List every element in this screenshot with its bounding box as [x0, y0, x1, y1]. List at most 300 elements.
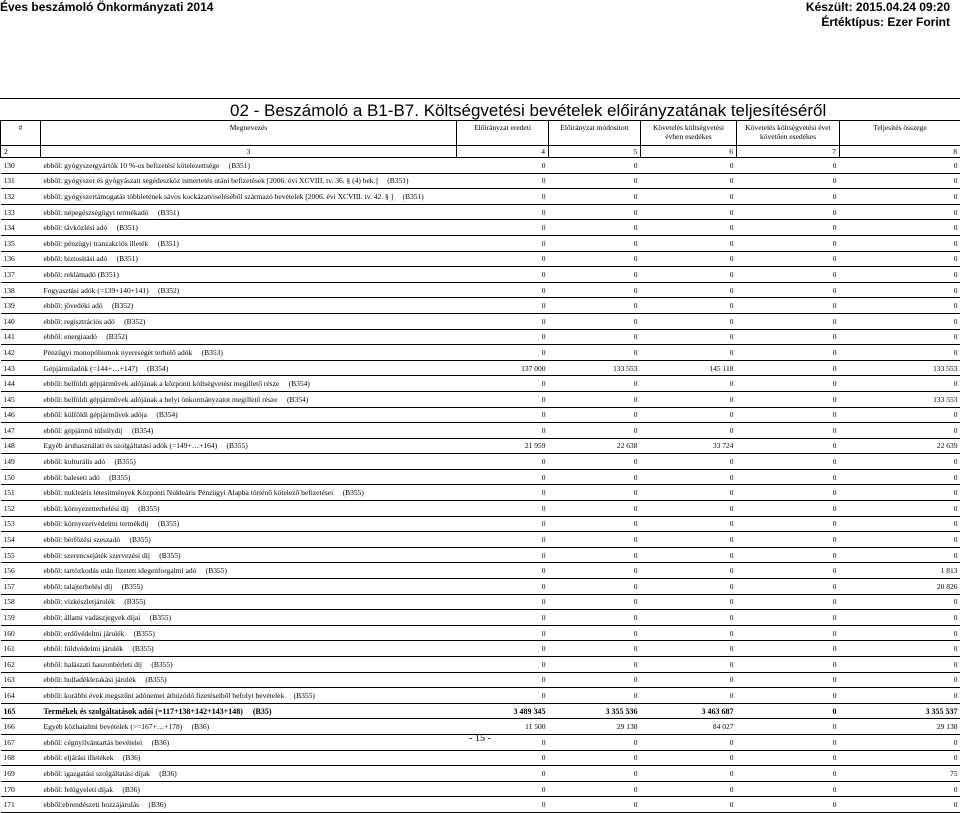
row-value: 0	[840, 220, 960, 236]
colnum-2: 2	[1, 146, 41, 158]
row-value: 0	[549, 329, 641, 345]
row-value: 0	[840, 423, 960, 439]
row-name: ebből: baleseti adó (B355)	[41, 469, 457, 485]
row-name: ebből: eljárási illetékek (B36)	[41, 750, 457, 766]
row-value: 0	[737, 485, 840, 501]
row-name: ebből: jövedéki adó (B352)	[41, 298, 457, 314]
row-value: 133 553	[549, 360, 641, 376]
row-value: 0	[737, 516, 840, 532]
row-value: 0	[737, 360, 840, 376]
page-number: - 15 -	[0, 733, 960, 744]
row-value: 0	[737, 734, 840, 750]
row-value: 0	[549, 407, 641, 423]
row-name: ebből: népegészségügyi termékadó (B351)	[41, 204, 457, 220]
row-number: 147	[1, 423, 41, 439]
row-name: ebből: halászati haszonbérleti díj (B355)	[41, 657, 457, 673]
colnum-7: 7	[737, 146, 840, 158]
row-name: ebből: belföldi gépjárművek adójának a központi költségvetést megillető része (B354)	[41, 376, 457, 392]
table-body	[1, 158, 960, 813]
row-value: 0	[737, 158, 840, 174]
row-value: 33 724	[641, 438, 737, 454]
row-value: 0	[549, 797, 641, 813]
row-value: 0	[641, 734, 737, 750]
table-row	[1, 688, 960, 704]
row-name: Pénzügyi monopóliumok nyereségét terhelő adók (B353)	[41, 345, 457, 361]
row-value: 0	[737, 173, 840, 189]
row-value: 0	[549, 766, 641, 782]
row-value: 0	[840, 610, 960, 626]
table-row	[1, 282, 960, 298]
row-value: 0	[457, 298, 549, 314]
row-value: 0	[641, 391, 737, 407]
row-name: ebből: igazgatási szolgáltatási díjak (B36)	[41, 766, 457, 782]
table-row	[1, 485, 960, 501]
row-value: 0	[737, 657, 840, 673]
page-title: 02 - Beszámoló a B1-B7. Költségvetési bevételek előirányzatának teljesítéséről	[230, 101, 826, 121]
row-name: ebből: hulladéklerakási járulék (B355)	[41, 672, 457, 688]
row-number: 135	[1, 235, 41, 251]
row-number: 160	[1, 625, 41, 641]
row-value: 0	[840, 485, 960, 501]
col-mod: Előirányzat módosított	[549, 121, 641, 146]
row-value: 3 489 345	[457, 703, 549, 719]
col-hash: #	[1, 121, 41, 146]
table-row	[1, 329, 960, 345]
row-value: 0	[641, 282, 737, 298]
row-value: 0	[641, 563, 737, 579]
row-value: 0	[737, 423, 840, 439]
row-value: 145 118	[641, 360, 737, 376]
row-value: 0	[737, 688, 840, 704]
row-number: 142	[1, 345, 41, 361]
row-value: 0	[737, 703, 840, 719]
row-number: 133	[1, 204, 41, 220]
row-value: 0	[737, 220, 840, 236]
row-value: 133 553	[840, 391, 960, 407]
row-value: 0	[737, 547, 840, 563]
row-number: 162	[1, 657, 41, 673]
row-value: 0	[840, 329, 960, 345]
row-value: 0	[641, 610, 737, 626]
row-number: 150	[1, 469, 41, 485]
table-row	[1, 235, 960, 251]
row-name: ebből: felügyeleti díjak (B36)	[41, 781, 457, 797]
row-number: 154	[1, 532, 41, 548]
row-value: 0	[840, 407, 960, 423]
row-value: 21 959	[457, 438, 549, 454]
row-value: 0	[641, 579, 737, 595]
row-value: 0	[457, 750, 549, 766]
report-name: Éves beszámoló Önkormányzati 2014	[0, 0, 213, 14]
report-meta	[806, 0, 950, 30]
row-value: 0	[840, 734, 960, 750]
row-value: 0	[737, 579, 840, 595]
row-name: ebből: cégnyilvántartás bevételei (B36)	[41, 734, 457, 750]
row-name: Egyéb közhatalmi bevételek (>=167+…+178) (B36)	[41, 719, 457, 735]
row-value: 0	[549, 657, 641, 673]
row-name: ebből: állami vadászjegyek díjai (B355)	[41, 610, 457, 626]
row-number: 141	[1, 329, 41, 345]
row-value: 0	[641, 345, 737, 361]
row-name: ebből: környezetvédelmi termékdíj (B355)	[41, 516, 457, 532]
row-value: 0	[549, 251, 641, 267]
row-value: 0	[737, 235, 840, 251]
row-value: 0	[549, 282, 641, 298]
row-name: ebből: belföldi gépjárművek adójának a helyi önkormányzatot megillető része (B354)	[41, 391, 457, 407]
row-value: 0	[737, 376, 840, 392]
row-value: 0	[641, 251, 737, 267]
row-value: 0	[641, 501, 737, 517]
table-row	[1, 360, 960, 376]
col-name: Megnevezés	[41, 121, 457, 146]
row-value: 0	[549, 267, 641, 283]
row-value: 0	[737, 345, 840, 361]
row-value: 0	[737, 797, 840, 813]
row-value: 11 500	[457, 719, 549, 735]
row-number: 167	[1, 734, 41, 750]
row-number: 144	[1, 376, 41, 392]
row-value: 0	[641, 625, 737, 641]
row-value: 0	[549, 672, 641, 688]
colnum-3: 3	[41, 146, 457, 158]
row-name: ebből: gépjármű túlsúlydíj (B354)	[41, 423, 457, 439]
row-value: 0	[737, 625, 840, 641]
row-value: 0	[457, 220, 549, 236]
row-value: 0	[641, 641, 737, 657]
row-value: 0	[737, 750, 840, 766]
row-value: 0	[457, 485, 549, 501]
row-value: 0	[641, 781, 737, 797]
table-row	[1, 547, 960, 563]
row-value: 0	[641, 173, 737, 189]
table-row	[1, 345, 960, 361]
row-value: 29 138	[840, 719, 960, 735]
row-value: 0	[737, 766, 840, 782]
row-value: 0	[549, 391, 641, 407]
table-row	[1, 189, 960, 205]
row-value: 0	[840, 532, 960, 548]
row-value: 0	[549, 688, 641, 704]
row-value: 0	[641, 672, 737, 688]
row-value: 0	[641, 657, 737, 673]
row-value: 0	[641, 204, 737, 220]
row-value: 0	[737, 298, 840, 314]
row-value: 0	[457, 672, 549, 688]
row-number: 152	[1, 501, 41, 517]
row-name: ebből: regisztrációs adó (B352)	[41, 313, 457, 329]
row-name: ebből: külföldi gépjárművek adója (B354)	[41, 407, 457, 423]
row-number: 168	[1, 750, 41, 766]
row-value: 0	[549, 734, 641, 750]
row-value: 0	[457, 282, 549, 298]
row-value: 0	[840, 516, 960, 532]
col-due-year: Követelés költségvetési évben esedékes	[641, 121, 737, 146]
row-value: 0	[549, 235, 641, 251]
table-row	[1, 158, 960, 174]
row-value: 0	[840, 625, 960, 641]
row-value: 0	[549, 298, 641, 314]
row-value: 0	[840, 345, 960, 361]
table-row	[1, 501, 960, 517]
row-value: 0	[549, 189, 641, 205]
table-row	[1, 532, 960, 548]
row-value: 0	[840, 750, 960, 766]
row-value: 0	[737, 391, 840, 407]
row-number: 166	[1, 719, 41, 735]
table-row	[1, 766, 960, 782]
row-value: 0	[457, 734, 549, 750]
row-value: 0	[641, 329, 737, 345]
row-name: Termékek és szolgáltatások adói (=117+138+142+143+148) (B35)	[41, 703, 457, 719]
row-value: 0	[641, 485, 737, 501]
row-value: 0	[840, 547, 960, 563]
row-name: Egyéb áruhasználati és szolgáltatási adók (=149+…+164) (B355)	[41, 438, 457, 454]
row-value: 0	[549, 376, 641, 392]
row-value: 0	[457, 688, 549, 704]
row-name: ebből: biztosítási adó (B351)	[41, 251, 457, 267]
table-row	[1, 641, 960, 657]
row-value: 0	[457, 313, 549, 329]
row-value: 0	[641, 158, 737, 174]
table-row	[1, 423, 960, 439]
row-value: 0	[840, 298, 960, 314]
row-value: 0	[457, 267, 549, 283]
row-value: 0	[549, 563, 641, 579]
row-value: 0	[840, 688, 960, 704]
table-row	[1, 438, 960, 454]
row-name: ebből: környezetterhelési díj (B355)	[41, 501, 457, 517]
row-value: 0	[549, 158, 641, 174]
row-value: 0	[549, 781, 641, 797]
row-value: 1 813	[840, 563, 960, 579]
row-value: 0	[457, 516, 549, 532]
row-value: 0	[641, 423, 737, 439]
table-row	[1, 750, 960, 766]
row-value: 0	[457, 329, 549, 345]
row-value: 0	[737, 282, 840, 298]
row-name: ebből: gyógyszergyártók 10 %-os befizetési kötelezettsége (B351)	[41, 158, 457, 174]
table-row	[1, 173, 960, 189]
row-number: 138	[1, 282, 41, 298]
table-row	[1, 594, 960, 610]
row-value: 84 027	[641, 719, 737, 735]
row-value: 0	[737, 672, 840, 688]
row-value: 0	[549, 220, 641, 236]
row-value: 0	[457, 610, 549, 626]
table-row	[1, 376, 960, 392]
table-row	[1, 313, 960, 329]
row-value: 0	[457, 781, 549, 797]
row-value: 0	[457, 423, 549, 439]
row-number: 156	[1, 563, 41, 579]
row-value: 0	[737, 407, 840, 423]
row-value: 0	[737, 329, 840, 345]
row-name: ebből: gyógyszer és gyógyászati segédeszköz ismertetés utáni befizetések [2006. évi XCVIII. tv. 36. § (4) bek.] (B351)	[41, 173, 457, 189]
row-number: 170	[1, 781, 41, 797]
row-value: 0	[457, 173, 549, 189]
row-value: 0	[457, 766, 549, 782]
row-value: 0	[737, 189, 840, 205]
row-number: 139	[1, 298, 41, 314]
row-name: ebből: korábbi évek megszűnt adónemei áthúzódó fizetéseiből befolyt bevételek (B355)	[41, 688, 457, 704]
row-number: 161	[1, 641, 41, 657]
row-value: 75	[840, 766, 960, 782]
row-value: 0	[549, 641, 641, 657]
table-row	[1, 204, 960, 220]
colnum-8: 8	[840, 146, 960, 158]
row-value: 0	[641, 376, 737, 392]
row-value: 0	[737, 267, 840, 283]
table-row	[1, 407, 960, 423]
row-value: 0	[549, 423, 641, 439]
row-number: 149	[1, 454, 41, 470]
colnum-4: 4	[457, 146, 549, 158]
row-value: 0	[457, 391, 549, 407]
row-value: 0	[840, 469, 960, 485]
row-name: ebből: talajterhelési díj (B355)	[41, 579, 457, 595]
row-number: 159	[1, 610, 41, 626]
row-number: 131	[1, 173, 41, 189]
row-value: 0	[641, 797, 737, 813]
row-value: 0	[549, 454, 641, 470]
row-value: 0	[549, 547, 641, 563]
row-number: 145	[1, 391, 41, 407]
row-value: 0	[641, 454, 737, 470]
table-row	[1, 672, 960, 688]
row-value: 0	[737, 563, 840, 579]
row-value: 0	[840, 204, 960, 220]
row-value: 29 138	[549, 719, 641, 735]
row-number: 158	[1, 594, 41, 610]
row-value: 0	[641, 298, 737, 314]
row-value: 22 639	[840, 438, 960, 454]
row-value: 0	[549, 485, 641, 501]
row-value: 0	[737, 781, 840, 797]
row-number: 153	[1, 516, 41, 532]
row-value: 0	[641, 766, 737, 782]
table-row	[1, 251, 960, 267]
row-number: 157	[1, 579, 41, 595]
colnum-5: 5	[549, 146, 641, 158]
row-value: 0	[457, 594, 549, 610]
row-value: 3 355 537	[840, 703, 960, 719]
row-value: 0	[457, 469, 549, 485]
row-value: 137 000	[457, 360, 549, 376]
table-row	[1, 391, 960, 407]
table-row	[1, 797, 960, 813]
row-name: ebből: kulturális adó (B355)	[41, 454, 457, 470]
row-value: 20 826	[840, 579, 960, 595]
table-row	[1, 625, 960, 641]
row-name: ebből: bérfőzési szeszadó (B355)	[41, 532, 457, 548]
row-value: 0	[457, 625, 549, 641]
row-number: 163	[1, 672, 41, 688]
row-value: 0	[840, 376, 960, 392]
row-value: 0	[840, 594, 960, 610]
row-number: 169	[1, 766, 41, 782]
row-name: ebből: gyógyszertámogatás többletének sávos kockázatviseléséből származó bevételek [2006. évi XCVIII. tv. 42. § ] (B351)	[41, 189, 457, 205]
table-row	[1, 579, 960, 595]
row-number: 146	[1, 407, 41, 423]
row-number: 134	[1, 220, 41, 236]
row-value: 0	[641, 189, 737, 205]
row-value: 0	[840, 173, 960, 189]
row-value: 0	[840, 501, 960, 517]
table-row	[1, 563, 960, 579]
row-value: 0	[737, 719, 840, 735]
row-name: ebből: tartózkodás után fizetett idegenforgalmi adó (B355)	[41, 563, 457, 579]
row-value: 0	[641, 547, 737, 563]
row-value: 0	[641, 594, 737, 610]
row-value: 0	[840, 235, 960, 251]
row-name: ebből: távközlési adó (B351)	[41, 220, 457, 236]
table-row	[1, 703, 960, 719]
row-value: 0	[457, 189, 549, 205]
table-row	[1, 220, 960, 236]
row-value: 0	[549, 501, 641, 517]
row-value: 0	[641, 532, 737, 548]
row-value: 0	[737, 251, 840, 267]
row-value: 0	[737, 610, 840, 626]
table-row	[1, 469, 960, 485]
row-value: 0	[641, 750, 737, 766]
row-value: 0	[457, 563, 549, 579]
row-value: 0	[737, 454, 840, 470]
row-value: 0	[641, 469, 737, 485]
row-value: 0	[840, 797, 960, 813]
revenue-table	[0, 120, 960, 813]
row-value: 0	[737, 501, 840, 517]
row-value: 0	[457, 235, 549, 251]
row-value: 0	[457, 251, 549, 267]
row-number: 137	[1, 267, 41, 283]
row-value: 0	[840, 189, 960, 205]
row-value: 0	[840, 781, 960, 797]
row-name: ebből: erdővédelmi járulék (B355)	[41, 625, 457, 641]
row-value: 0	[457, 345, 549, 361]
row-value: 0	[840, 313, 960, 329]
value-type: Értéktípus: Ezer Forint	[806, 15, 950, 30]
row-name: ebből: reklámadó (B351)	[41, 267, 457, 283]
table-row	[1, 610, 960, 626]
col-due-after: Követelés költségvetési évet követően esedékes	[737, 121, 840, 146]
row-value: 0	[549, 610, 641, 626]
row-number: 171	[1, 797, 41, 813]
row-name: ebből: nukleáris létesítmények Központi Nukleáris Pénzügyi Alapba történő kötelező befizetései (B355)	[41, 485, 457, 501]
row-value: 0	[737, 532, 840, 548]
row-value: 0	[737, 641, 840, 657]
row-number: 155	[1, 547, 41, 563]
table-row	[1, 657, 960, 673]
row-value: 0	[549, 516, 641, 532]
row-number: 136	[1, 251, 41, 267]
row-value: 0	[549, 345, 641, 361]
row-name: ebből:ebrendészeti hozzájárulás (B36)	[41, 797, 457, 813]
row-number: 165	[1, 703, 41, 719]
row-value: 0	[641, 516, 737, 532]
row-value: 0	[641, 220, 737, 236]
row-name: Fogyasztási adók (=139+140+141) (B352)	[41, 282, 457, 298]
row-name: ebből: pénzügyi tranzakciós illeték (B351)	[41, 235, 457, 251]
row-value: 0	[457, 547, 549, 563]
table-row	[1, 516, 960, 532]
row-name: ebből: vízkészletjárulék (B355)	[41, 594, 457, 610]
row-value: 0	[641, 688, 737, 704]
row-value: 0	[641, 313, 737, 329]
table-row	[1, 267, 960, 283]
row-value: 0	[549, 204, 641, 220]
row-value: 0	[737, 313, 840, 329]
